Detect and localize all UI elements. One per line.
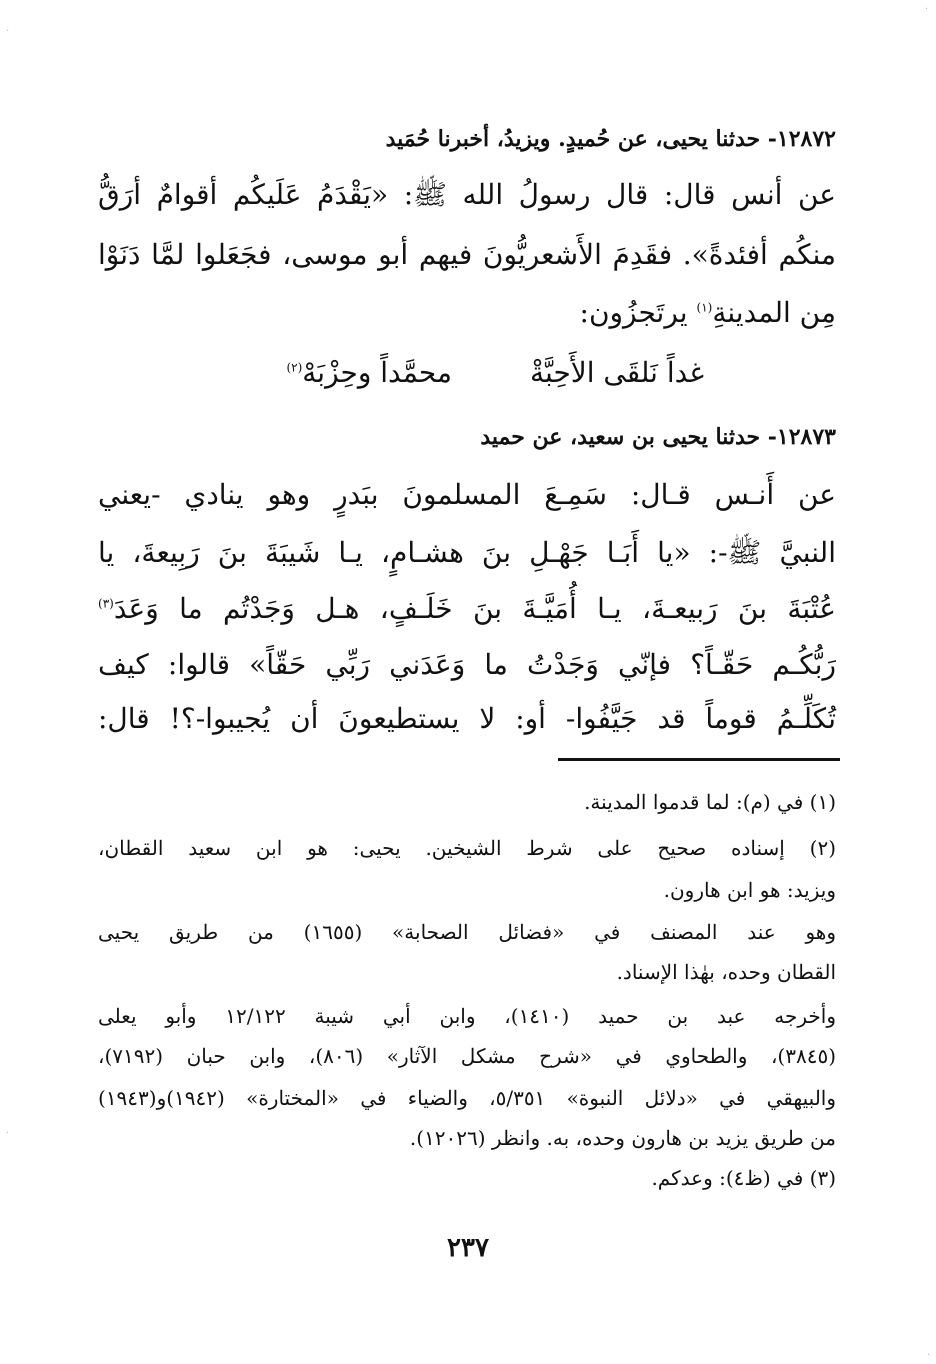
verse-first-hemistich: غداً نَلقَى الأَحِبَّةْ bbox=[529, 356, 704, 389]
hadith-text-fragment: عُتْبَةَ بنَ رَبيعـةَ، يـا أُمَيَّـةَ بنَ خَلَـفٍ، هـل وَجَدْتُم ما وَعَدَ bbox=[113, 592, 836, 625]
footnote-2-line: (٢) إسناده صحيح على شرط الشيخين. يحيى: هو ابن سعيد القطان، bbox=[98, 836, 836, 860]
footnote-2-line: القطان وحده، بهٰذا الإسناد. bbox=[616, 960, 836, 984]
hadith-text-line: عن أنس قال: قال رسولُ الله ﷺ: «يَقْدَمُ عَلَيكُم أقوامٌ أرَقُّ bbox=[98, 178, 836, 211]
footnote-2-line: ويزيد: هو ابن هارون. bbox=[663, 878, 836, 902]
hadith-text-line: عن أَنـس قـال: سَمِـعَ المسلمونَ ببَدرٍ وهو ينادي -يعني bbox=[98, 478, 836, 511]
hadith-heading-12873: ١٢٨٧٣- حدثنا يحيى بن سعيد، عن حميد bbox=[480, 424, 836, 450]
hadith-text-line bbox=[98, 296, 836, 329]
hadith-text-line: منكُم أفئدةً». فقَدِمَ الأَشعريُّونَ فيهم أبو موسى، فجَعَلوا لمَّا دَنَوْا bbox=[98, 238, 836, 271]
verse-text: محمَّداً وحِزْبَهْ bbox=[302, 356, 452, 389]
footnote-3: (٣) في (ظ٤): وعدكم. bbox=[651, 1166, 836, 1190]
hadith-text-line: تُكَلِّـمُ قوماً قد جَيَّفُوا- أو: لا يستطيعونَ أن يُجيبوا-؟! قال: bbox=[98, 702, 836, 735]
margin-mark: · bbox=[926, 1350, 930, 1361]
footnote-separator bbox=[558, 758, 840, 761]
verse-second-hemistich bbox=[286, 356, 452, 389]
hadith-heading-12872: ١٢٨٧٢- حدثنا يحيى، عن حُميدٍ. ويزيدُ، أخبرنا حُمَيد bbox=[385, 126, 836, 152]
margin-mark: · bbox=[6, 1128, 10, 1139]
margin-mark: · bbox=[924, 4, 928, 15]
footnote-2-line: وأخرجه عبد بن حميد (١٤١٠)، وابن أبي شيبة ١٢/١٢٢ وأبو يعلى bbox=[98, 1004, 836, 1028]
footnote-marker: (١) bbox=[696, 300, 713, 315]
page-number: ٢٣٧ bbox=[447, 1233, 489, 1263]
footnote-1: (١) في (م): لما قدموا المدينة. bbox=[584, 790, 836, 814]
hadith-text-line bbox=[98, 592, 836, 625]
hadith-text-line: النبيَّ ﷺ-: «يا أَبَـا جَهْـلِ بنَ هشـامٍ، يـا شَيبَةَ بنَ رَبِيعةَ، يا bbox=[98, 536, 836, 569]
hadith-text-fragment: يرتَجزُون: bbox=[579, 296, 697, 329]
hadith-text-line: رَبُّكُـم حَقّـاً؟ فإنّي وَجَدْتُ ما وَعَدَني رَبِّي حَقّاً» قالوا: كيف bbox=[98, 648, 836, 681]
footnote-2-line: (٣٨٤٥)، والطحاوي في «شرح مشكل الآثار» (٨٠٦)، وابن حبان (٧١٩٢)، bbox=[98, 1044, 836, 1068]
margin-mark: · bbox=[6, 26, 10, 37]
footnote-2-line: من طريق يزيد بن هارون وحده، به. وانظر (١٢٠٢٦). bbox=[409, 1126, 836, 1150]
footnote-marker: (٢) bbox=[286, 360, 303, 375]
footnote-2-line: والبيهقي في «دلائل النبوة» ٥/٣٥١، والضياء في «المختارة» (١٩٤٢)و(١٩٤٣) bbox=[98, 1086, 836, 1110]
hadith-text-fragment: مِن المدينةِ bbox=[712, 296, 836, 329]
footnote-2-line: وهو عند المصنف في «فضائل الصحابة» (١٦٥٥) من طريق يحيى bbox=[98, 920, 836, 944]
footnote-marker: (٣) bbox=[98, 596, 114, 611]
